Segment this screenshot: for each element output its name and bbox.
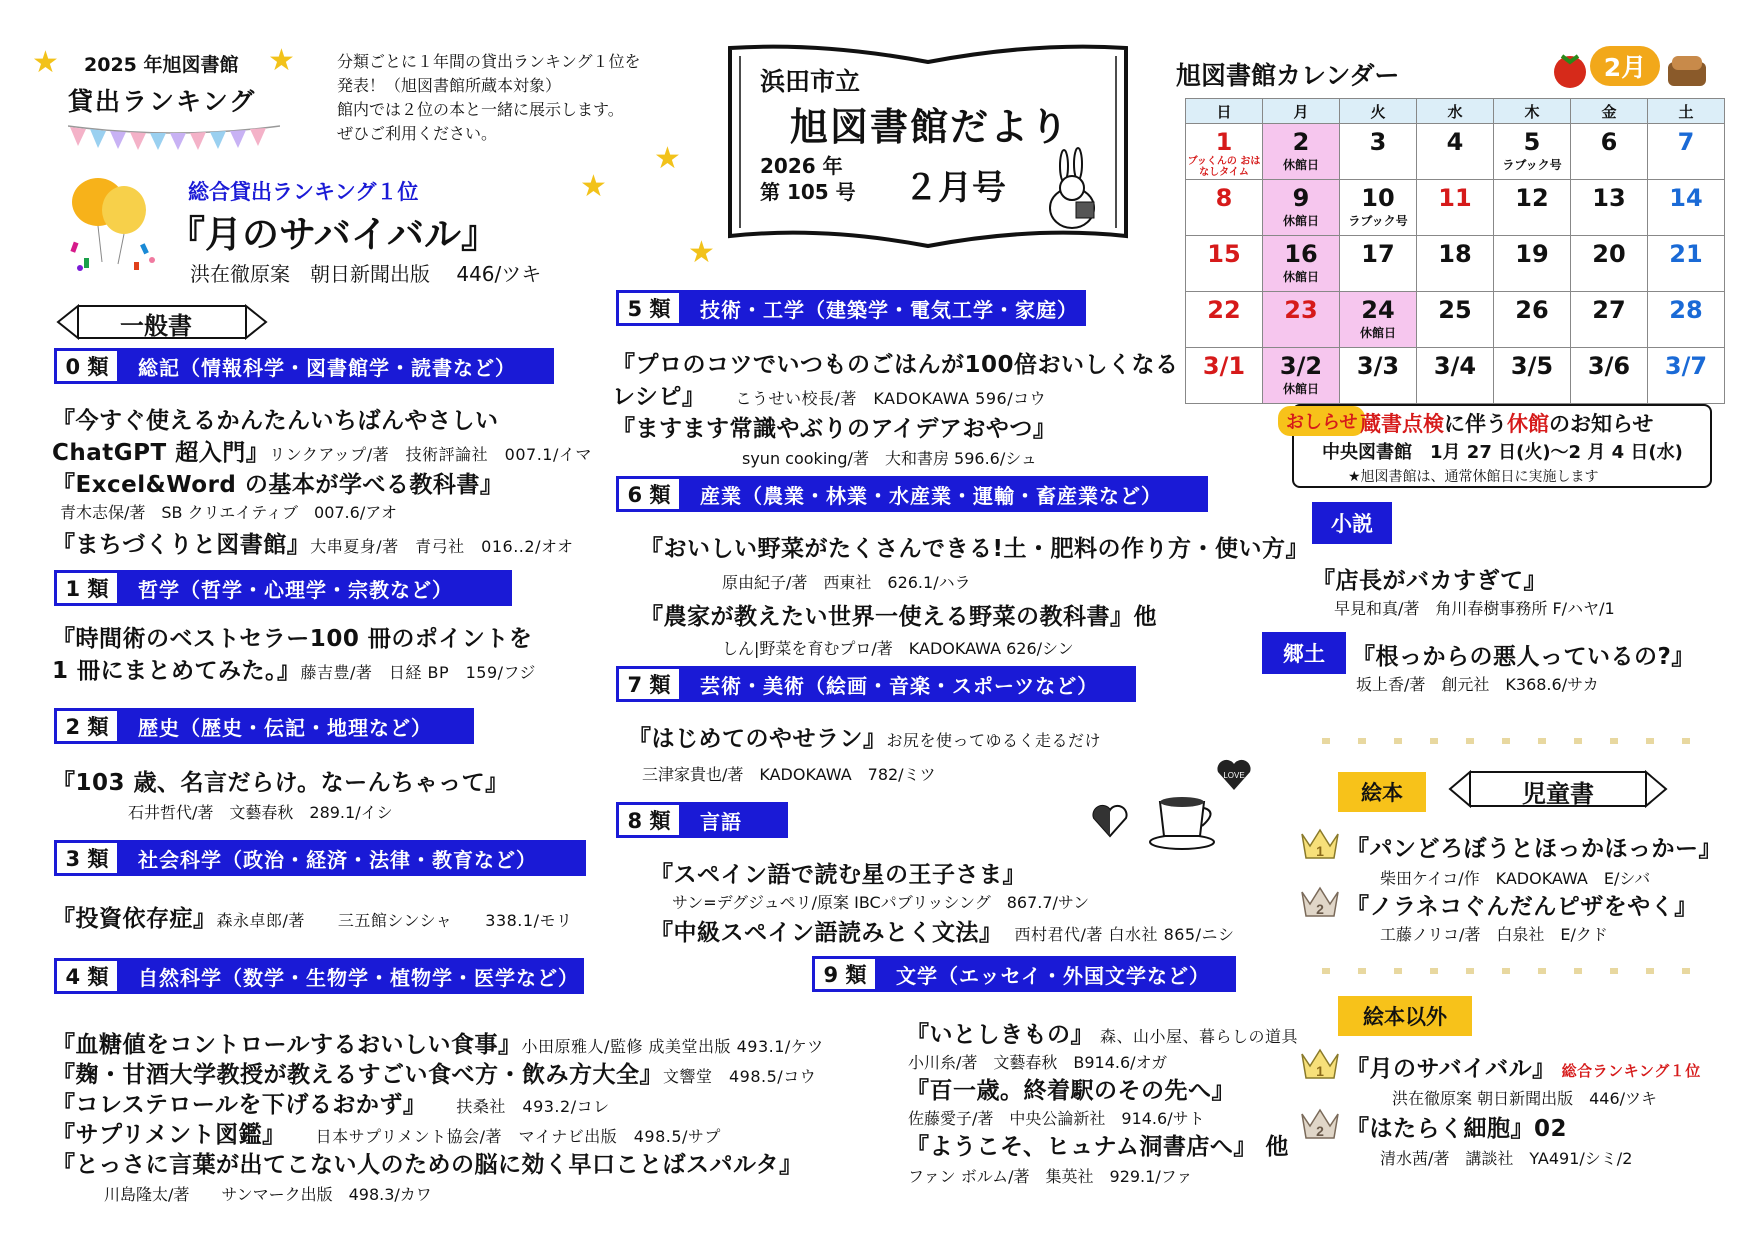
calendar-day-number: 24 — [1361, 296, 1395, 324]
book-title: 『とっさに言葉が出てこない人のための脳に効く早口ことばスパルタ』 — [52, 1152, 803, 1178]
book-title: 『店長がバカすぎて』 — [1312, 568, 1547, 594]
book-title — [52, 434, 592, 467]
book-byline: 森永卓郎/著 三五館シンシャ 338.1/モリ — [216, 911, 573, 930]
calendar-day-cell — [1186, 180, 1263, 236]
calendar-day-number: 4 — [1446, 128, 1464, 156]
dotted-divider — [1322, 736, 1722, 746]
book-title: 『プロのコツでいつものごはんが100倍おいしくなる — [612, 352, 1179, 378]
section-number: 2 類 — [54, 708, 120, 744]
ranking-intro — [337, 50, 641, 146]
section-header-c8 — [616, 802, 788, 838]
calendar-day-cell — [1571, 348, 1648, 404]
section-header-c6 — [616, 476, 1208, 512]
calendar-day-cell — [1263, 180, 1340, 236]
book-title — [906, 1016, 1298, 1049]
book-byline: 小田原雅人/監修 成美堂出版 493.1/ケツ — [521, 1037, 824, 1056]
book-title-text: 『中級スペイン語読みとく文法』 — [650, 920, 1003, 946]
book-byline: 佐藤愛子/著 中央公論新社 914.6/サト — [908, 1109, 1205, 1128]
intro-line: 館内では２位の本と一緒に展示します。 — [337, 100, 624, 119]
notice-badge: おしらせ — [1278, 406, 1365, 436]
section-label: 社会科学（政治・経済・法律・教育など） — [120, 840, 586, 876]
calendar-day-cell — [1417, 236, 1494, 292]
book-title: 『ようこそ、ヒュナム洞書店へ』 他 — [906, 1134, 1289, 1160]
calendar-day-cell — [1648, 236, 1725, 292]
love-text: LOVE — [1223, 771, 1245, 780]
overall-ranking-label: 総合貸出ランキング１位 — [188, 180, 419, 204]
calendar-day-cell — [1494, 180, 1571, 236]
overall-ranking-title: 『月のサバイバル』 — [168, 213, 499, 256]
book-byline: 青木志保/著 SB クリエイティブ 007.6/アオ — [60, 503, 398, 522]
section-label: 哲学（哲学・心理学・宗教など） — [120, 570, 512, 606]
book-title-text: 『投資依存症』 — [52, 906, 217, 932]
book-title-text: 1 冊にまとめてみた。』 — [52, 658, 301, 684]
notice-title — [1360, 408, 1653, 438]
calendar-day-cell — [1340, 236, 1417, 292]
calendar-day-number: 1 — [1215, 128, 1233, 156]
book-byline: リンクアップ/著 技術評論社 007.1/イマ — [269, 445, 592, 464]
star-icon: ★ — [688, 235, 715, 270]
notice-line2: ★旭図書館は、通常休館日に実施します — [1348, 469, 1599, 485]
book-byline: 大串夏身/著 青弓社 016..2/オオ — [310, 537, 574, 556]
section-label: 自然科学（数学・生物学・植物学・医学など） — [120, 958, 584, 994]
calendar-day-number: 3/1 — [1202, 352, 1246, 380]
calendar-day-cell — [1263, 236, 1340, 292]
calendar-day-cell — [1571, 236, 1648, 292]
book-title: 『ますます常識やぶりのアイデアおやつ』 — [612, 416, 1057, 442]
calendar-day-cell — [1648, 292, 1725, 348]
tomato-icon — [1548, 48, 1594, 88]
calendar-grid — [1185, 98, 1725, 404]
calendar-day-cell — [1186, 124, 1263, 180]
section-label: 産業（農業・林業・水産業・運輸・畜産業など） — [682, 476, 1208, 512]
calendar-week-row — [1186, 124, 1725, 180]
book-byline: 小川糸/著 文藝春秋 B914.6/オガ — [908, 1053, 1168, 1072]
weekday-header: 水 — [1417, 99, 1494, 124]
calendar-day-number: 3/3 — [1356, 352, 1400, 380]
masthead-name: 旭図書館だより — [790, 105, 1071, 149]
book-title: 『今すぐ使えるかんたんいちばんやさしい — [52, 408, 499, 434]
rank-number: 1 — [1316, 843, 1324, 859]
section-header-c7 — [616, 666, 1136, 702]
book-byline: ファン ボルム/著 集英社 929.1/ファ — [908, 1167, 1193, 1186]
book-title — [650, 914, 1235, 947]
book-title — [52, 526, 573, 559]
calendar-day-number: 8 — [1215, 184, 1233, 212]
calendar-day-cell — [1417, 180, 1494, 236]
section-label: 技術・工学（建築学・電気工学・家庭） — [682, 290, 1086, 326]
calendar-day-number: 26 — [1515, 296, 1549, 324]
book-title — [628, 720, 1101, 753]
book-byline: 扶桑社 493.2/コレ — [456, 1097, 610, 1116]
calendar-day-number: 18 — [1438, 240, 1472, 268]
overall-ranking-by: 洪在徹原案 朝日新聞出版 446/ツキ — [190, 262, 542, 286]
calendar-day-note: 休館日 — [1359, 326, 1396, 340]
calendar-day-note: 休館日 — [1282, 214, 1319, 228]
section-header-c5 — [616, 290, 1086, 326]
section-number: 5 類 — [616, 290, 682, 326]
calendar-day-cell — [1186, 348, 1263, 404]
weekday-header: 月 — [1263, 99, 1340, 124]
local-tag: 郷土 — [1262, 632, 1346, 674]
coffee-cup-icon — [1148, 790, 1220, 850]
crown-silver-icon — [1300, 884, 1340, 918]
section-header-c4 — [54, 958, 584, 994]
calendar-day-note: ブッくんの おはなしタイム — [1187, 156, 1261, 178]
section-label: 歴史（歴史・伝記・地理など） — [120, 708, 474, 744]
ranking-title-line2: 貸出ランキング — [68, 87, 257, 116]
balloon-confetti-illustration — [62, 172, 162, 272]
calendar-day-number: 11 — [1438, 184, 1472, 212]
calendar-day-note: 休館日 — [1282, 382, 1319, 396]
section-number: 4 類 — [54, 958, 120, 994]
star-icon: ★ — [580, 169, 607, 204]
book-subtitle: 森、山小屋、暮らしの道具 — [1100, 1027, 1299, 1046]
calendar-day-note: ラブック号 — [1502, 158, 1562, 172]
calendar-day-cell — [1340, 180, 1417, 236]
book-byline: こうせい校長/著 KADOKAWA 596/コウ — [735, 389, 1047, 408]
section-number: 0 類 — [54, 348, 120, 384]
bunting-decoration — [68, 122, 280, 156]
crown-silver-icon — [1300, 1106, 1340, 1140]
book-byline: サン=デグジュペリ/原案 IBCパブリッシング 867.7/サン — [672, 893, 1090, 912]
book-title-text: レシピ』 — [612, 384, 706, 410]
section-header-c0 — [54, 348, 554, 384]
notice-title-part: に伴う — [1444, 412, 1507, 436]
calendar-day-number: 21 — [1669, 240, 1703, 268]
book-byline: 西村君代/著 白水社 865/ニシ — [1014, 925, 1235, 944]
calendar-day-number: 22 — [1207, 296, 1241, 324]
children-books-label: 児童書 — [1522, 780, 1594, 808]
masthead-year: 2026 年 — [760, 154, 843, 178]
masthead-issue: 第 105 号 — [760, 180, 856, 204]
section-number: 7 類 — [616, 666, 682, 702]
book-title-text: 『麹・甘酒大学教授が教えるすごい食べ方・飲み方大全』 — [52, 1062, 663, 1088]
calendar-day-number: 25 — [1438, 296, 1472, 324]
calendar-day-cell — [1263, 348, 1340, 404]
book-title — [612, 378, 1046, 411]
love-heart-icon — [1214, 756, 1254, 792]
calendar-day-number: 10 — [1361, 184, 1395, 212]
non-picture-book-tag: 絵本以外 — [1338, 996, 1472, 1036]
weekday-header: 金 — [1571, 99, 1648, 124]
month-badge-text: 2月 — [1603, 53, 1647, 82]
star-icon: ★ — [32, 45, 59, 80]
section-number: 3 類 — [54, 840, 120, 876]
book-byline: 洪在徹原案 朝日新聞出版 446/ツキ — [1392, 1089, 1658, 1108]
book-byline: 日本サプリメント協会/著 マイナビ出版 498.5/サプ — [315, 1127, 721, 1146]
book-byline: 文響堂 498.5/コウ — [663, 1067, 817, 1086]
section-number: 8 類 — [616, 802, 682, 838]
calendar-week-row — [1186, 348, 1725, 404]
section-header-c2 — [54, 708, 474, 744]
book-byline: 早見和真/著 角川春樹事務所 F/ハヤ/1 — [1334, 599, 1615, 618]
calendar-day-number: 23 — [1284, 296, 1318, 324]
section-header-c1 — [54, 570, 512, 606]
general-books-label: 一般書 — [120, 312, 192, 340]
masthead-month: ２月号 — [904, 168, 1006, 208]
calendar-day-cell — [1263, 292, 1340, 348]
book-title — [52, 1056, 816, 1089]
section-label: 文学（エッセイ・外国文学など） — [878, 956, 1236, 992]
book-byline: 清水茜/著 講談社 YA491/シミ/2 — [1380, 1149, 1633, 1168]
calendar-day-number: 3/5 — [1510, 352, 1554, 380]
calendar-day-number: 9 — [1292, 184, 1310, 212]
book-subtitle: お尻を使ってゆるく走るだけ — [886, 731, 1102, 750]
calendar-day-number: 28 — [1669, 296, 1703, 324]
heart-icon — [1090, 802, 1130, 838]
ranking-title-line1: 2025 年旭図書館 — [84, 54, 239, 76]
masthead-city: 浜田市立 — [760, 67, 861, 96]
section-label: 言語 — [682, 802, 788, 838]
calendar-title: 旭図書館カレンダー — [1176, 61, 1400, 90]
section-number: 1 類 — [54, 570, 120, 606]
overall-rank-note: 総合ランキング１位 — [1561, 1062, 1701, 1080]
book-title-text: 『コレステロールを下げるおかず』 — [52, 1092, 427, 1118]
calendar-day-cell — [1648, 180, 1725, 236]
intro-line: 発表！（旭図書館所蔵本対象） — [337, 76, 562, 95]
calendar-day-cell — [1494, 348, 1571, 404]
book-title-text: 『月のサバイバル』 — [1346, 1056, 1556, 1082]
book-title — [52, 1026, 824, 1059]
calendar-day-cell — [1186, 292, 1263, 348]
book-title: 『ノラネコぐんだんピザをやく』 — [1346, 894, 1698, 920]
calendar-day-number: 14 — [1669, 184, 1703, 212]
calendar-day-number: 3/2 — [1279, 352, 1323, 380]
book-title: 『Excel&Word の基本が学べる教科書』 — [52, 472, 504, 498]
calendar-day-number: 3 — [1369, 128, 1387, 156]
book-title: 『百一歳。終着駅のその先へ』 — [906, 1078, 1235, 1104]
calendar-weekday-row — [1186, 99, 1725, 124]
picture-book-tag: 絵本 — [1338, 772, 1426, 812]
calendar-day-number: 13 — [1592, 184, 1626, 212]
calendar-day-cell — [1417, 348, 1494, 404]
calendar-day-number: 19 — [1515, 240, 1549, 268]
star-icon: ★ — [268, 43, 295, 78]
rank-number: 2 — [1316, 1123, 1324, 1139]
weekday-header: 火 — [1340, 99, 1417, 124]
book-title: 『時間術のベストセラー100 冊のポイントを — [52, 626, 533, 652]
weekday-header: 土 — [1648, 99, 1725, 124]
notice-line1: 中央図書館 1月 27 日(火)～2 月 4 日(水) — [1322, 442, 1683, 463]
book-byline: syun cooking/著 大和書房 596.6/シュ — [742, 449, 1037, 468]
calendar-day-number: 5 — [1523, 128, 1541, 156]
calendar-day-cell — [1571, 124, 1648, 180]
calendar-day-number: 2 — [1292, 128, 1310, 156]
book-title-text: 『サプリメント図鑑』 — [52, 1122, 286, 1148]
book-title-text: 『まちづくりと図書館』 — [52, 532, 311, 558]
calendar-day-cell — [1648, 348, 1725, 404]
calendar-day-number: 17 — [1361, 240, 1395, 268]
calendar-day-cell — [1494, 236, 1571, 292]
book-byline: 原由紀子/著 西東社 626.1/ハラ — [722, 573, 971, 592]
book-title: 『根っからの悪人っているの?』 — [1352, 644, 1695, 670]
calendar-day-number: 3/6 — [1587, 352, 1631, 380]
calendar-day-cell — [1417, 292, 1494, 348]
calendar-week-row — [1186, 292, 1725, 348]
book-byline: 坂上香/著 創元社 K368.6/サカ — [1356, 675, 1599, 694]
calendar-day-cell — [1186, 236, 1263, 292]
novel-tag: 小説 — [1312, 502, 1392, 544]
calendar-day-number: 20 — [1592, 240, 1626, 268]
book-title — [52, 900, 572, 933]
calendar-day-cell — [1494, 292, 1571, 348]
calendar-day-note: 休館日 — [1282, 158, 1319, 172]
book-title-text: ChatGPT 超入門』 — [52, 440, 270, 466]
book-byline: 柴田ケイコ/作 KADOKAWA E/シバ — [1380, 869, 1651, 888]
calendar-day-number: 7 — [1677, 128, 1695, 156]
book-title — [1346, 1050, 1701, 1083]
calendar-day-note: ラブック号 — [1348, 214, 1408, 228]
calendar-day-cell — [1263, 124, 1340, 180]
section-label: 総記（情報科学・図書館学・読書など） — [120, 348, 554, 384]
calendar-day-cell — [1571, 180, 1648, 236]
calendar-day-cell — [1340, 348, 1417, 404]
book-byline: 石井哲代/著 文藝春秋 289.1/イシ — [128, 803, 393, 822]
calendar-day-number: 12 — [1515, 184, 1549, 212]
star-icon: ★ — [654, 141, 681, 176]
book-byline: 工藤ノリコ/著 白泉社 E/クド — [1380, 925, 1608, 944]
notice-title-part: 蔵書点検 — [1360, 412, 1444, 436]
book-title: 『スペイン語で読む星の王子さま』 — [650, 862, 1026, 888]
book-title: 『はたらく細胞』02 — [1346, 1116, 1568, 1142]
calendar-day-number: 3/4 — [1433, 352, 1477, 380]
notice-title-part: 休館 — [1507, 412, 1549, 436]
book-title — [52, 1116, 721, 1149]
section-number: 6 類 — [616, 476, 682, 512]
weekday-header: 日 — [1186, 99, 1263, 124]
calendar-day-cell — [1417, 124, 1494, 180]
calendar-week-row — [1186, 180, 1725, 236]
calendar-day-number: 16 — [1284, 240, 1318, 268]
section-header-c9 — [812, 956, 1236, 992]
calendar-day-number: 6 — [1600, 128, 1618, 156]
calendar-day-cell — [1494, 124, 1571, 180]
calendar-day-cell — [1340, 124, 1417, 180]
intro-line: 分類ごとに１年間の貸出ランキング１位を — [337, 52, 641, 71]
book-title-text: 『いとしきもの』 — [906, 1022, 1094, 1048]
book-title-text: 『はじめてのやせラン』 — [628, 726, 887, 752]
calendar-day-cell — [1571, 292, 1648, 348]
section-label: 芸術・美術（絵画・音楽・スポーツなど） — [682, 666, 1136, 702]
bread-icon — [1664, 50, 1710, 88]
book-byline: 川島隆太/著 サンマーク出版 498.3/カワ — [104, 1185, 432, 1204]
calendar-week-row — [1186, 236, 1725, 292]
calendar-day-number: 3/7 — [1664, 352, 1708, 380]
book-title: 『パンどろぼうとほっかほっかー』 — [1346, 836, 1722, 862]
calendar-day-cell — [1648, 124, 1725, 180]
book-byline: 藤吉豊/著 日経 BP 159/フジ — [300, 663, 536, 682]
book-title — [52, 1086, 610, 1119]
book-byline: 三津家貴也/著 KADOKAWA 782/ミツ — [642, 765, 936, 784]
calendar-day-number: 15 — [1207, 240, 1241, 268]
section-header-c3 — [54, 840, 586, 876]
book-title-text: 『血糖値をコントロールするおいしい食事』 — [52, 1032, 522, 1058]
book-byline: しん|野菜を育むプロ/著 KADOKAWA 626/シン — [722, 639, 1074, 658]
crown-gold-icon — [1300, 1046, 1340, 1080]
intro-line: ぜひご利用ください。 — [337, 124, 498, 143]
calendar-day-number: 27 — [1592, 296, 1626, 324]
crown-gold-icon — [1300, 826, 1340, 860]
book-title: 『おいしい野菜がたくさんできる!土・肥料の作り方・使い方』 — [640, 536, 1309, 562]
section-number: 9 類 — [812, 956, 878, 992]
month-badge — [1590, 46, 1660, 86]
calendar-day-cell — [1340, 292, 1417, 348]
dotted-divider — [1322, 966, 1722, 976]
weekday-header: 木 — [1494, 99, 1571, 124]
notice-title-part: のお知らせ — [1549, 412, 1654, 436]
rank-number: 2 — [1316, 901, 1324, 917]
book-title: 『農家が教えたい世界一使える野菜の教科書』他 — [640, 604, 1157, 630]
rank-number: 1 — [1316, 1063, 1324, 1079]
calendar-day-note: 休館日 — [1282, 270, 1319, 284]
book-title — [52, 652, 536, 685]
book-title: 『103 歳、名言だらけ。なーんちゃって』 — [52, 770, 509, 796]
